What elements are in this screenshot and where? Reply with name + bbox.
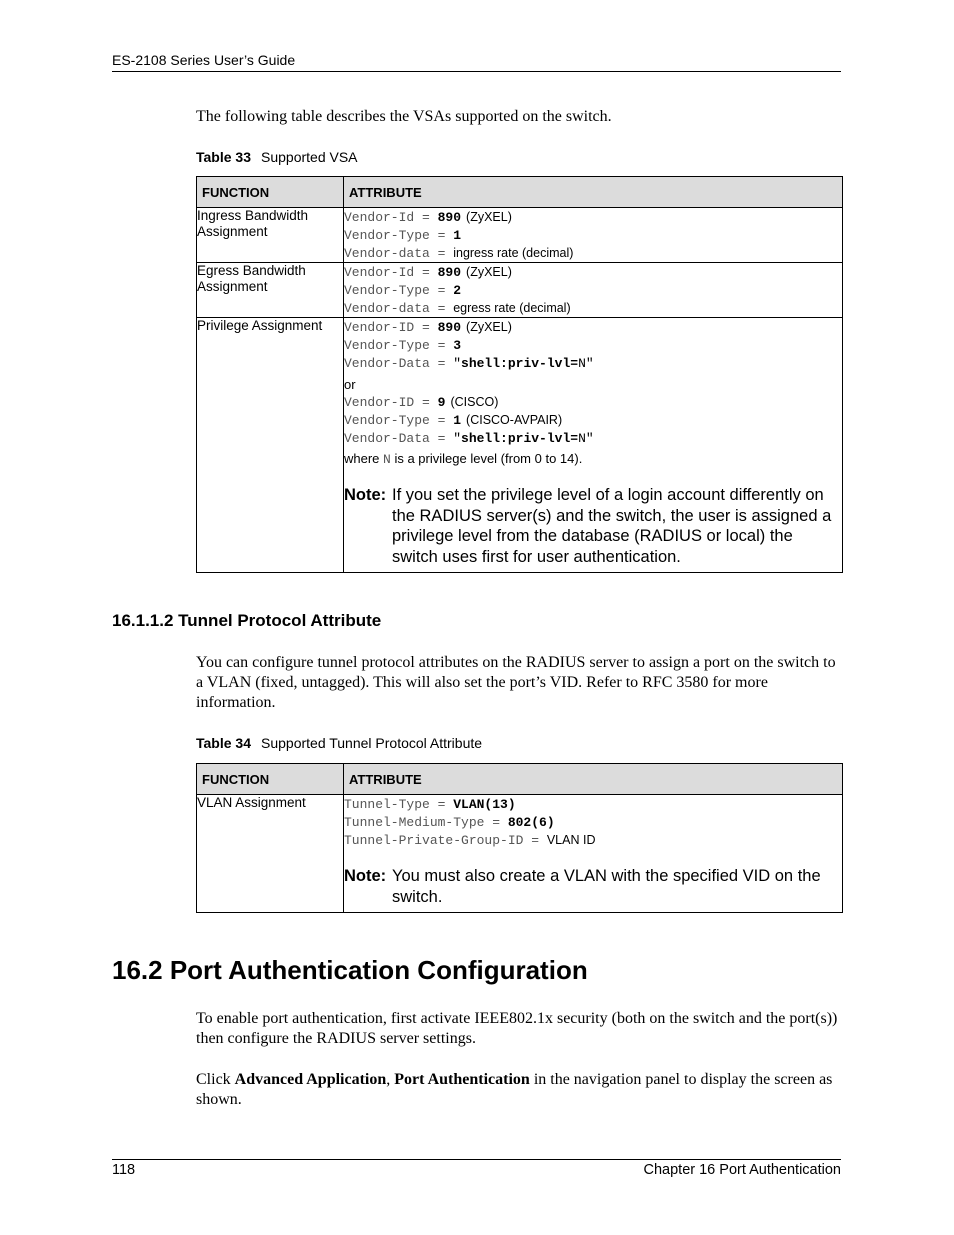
privilege-level-explanation: where N is a privilege level (from 0 to 14).: [344, 451, 583, 467]
note-label: Note:: [344, 486, 387, 504]
caption-number: Table 34: [196, 735, 251, 751]
note-text: You must also create a VLAN with the specified VID on the switch.: [392, 867, 821, 906]
attribute-line: Vendor-Type = 1: [344, 228, 462, 243]
page-number: 118: [112, 1162, 136, 1178]
attribute-line: Vendor-ID = 9 (CISCO): [344, 395, 499, 410]
function-cell: Privilege Assignment: [197, 318, 344, 573]
section-heading-16-1-1-2: 16.1.1.2 Tunnel Protocol Attribute: [112, 611, 382, 630]
caption-title: Supported VSA: [261, 149, 358, 165]
table-row: [197, 318, 843, 573]
table-header-row: [197, 764, 843, 795]
function-cell: Ingress Bandwidth Assignment: [197, 208, 344, 263]
attribute-cell: [344, 318, 843, 573]
attribute-line: Vendor-Data = "shell:priv-lvl=N": [344, 431, 594, 446]
attribute-line: Vendor-Type = 1 (CISCO-AVPAIR): [344, 413, 563, 428]
function-cell: VLAN Assignment: [197, 795, 344, 913]
col-attribute-header: ATTRIBUTE: [344, 177, 843, 208]
tunnel-paragraph: You can configure tunnel protocol attributes on the RADIUS server to assign a port on the switch to a VLAN (fixed, untagged). This will also set the port’s VID. Refer to RFC 3580 for more information.: [196, 654, 836, 711]
table-row: [197, 795, 843, 913]
supported-vsa-table: [196, 176, 843, 573]
attribute-line: Vendor-Type = 2: [344, 283, 462, 298]
tunnel-protocol-table: [196, 763, 843, 913]
navigation-instruction: Click Advanced Application, Port Authentication in the navigation panel to display the screen as shown.: [196, 1071, 833, 1108]
attribute-cell: [344, 208, 843, 263]
table-row: [197, 263, 843, 318]
col-attribute-header: ATTRIBUTE: [344, 764, 843, 795]
attribute-line: Tunnel-Medium-Type = 802(6): [344, 815, 555, 830]
col-function-header: FUNCTION: [197, 177, 344, 208]
intro-paragraph: The following table describes the VSAs supported on the switch.: [196, 108, 612, 125]
or-separator: or: [344, 377, 356, 392]
note-label: Note:: [344, 867, 387, 885]
chapter-footer: Chapter 16 Port Authentication: [643, 1162, 841, 1178]
table-header-row: [197, 177, 843, 208]
attribute-line: Vendor-Type = 3: [344, 338, 462, 353]
port-auth-paragraph: To enable port authentication, first activate IEEE802.1x security (both on the switch and the port(s)) then configure the RADIUS server settings.: [196, 1010, 838, 1047]
table-row: [197, 208, 843, 263]
caption-title: Supported Tunnel Protocol Attribute: [261, 735, 483, 751]
attribute-line: Vendor-Id = 890 (ZyXEL): [344, 210, 512, 225]
table-33-caption: [196, 149, 358, 165]
function-cell: Egress Bandwidth Assignment: [197, 263, 344, 318]
privilege-note: [344, 485, 842, 567]
attribute-line: Vendor-data = ingress rate (decimal): [344, 246, 574, 261]
vlan-note: [344, 866, 842, 907]
attribute-cell: [344, 795, 843, 913]
section-heading-16-2: 16.2 Port Authentication Configuration: [112, 955, 588, 985]
attribute-line: Tunnel-Private-Group-ID = VLAN ID: [344, 833, 596, 848]
attribute-line: Vendor-Id = 890 (ZyXEL): [344, 265, 512, 280]
attribute-cell: [344, 263, 843, 318]
caption-number: Table 33: [196, 149, 251, 165]
attribute-line: Tunnel-Type = VLAN(13): [344, 797, 516, 812]
attribute-line: Vendor-data = egress rate (decimal): [344, 301, 571, 316]
footer-rule: [112, 1159, 841, 1160]
col-function-header: FUNCTION: [197, 764, 344, 795]
header-rule: [112, 71, 841, 72]
table-34-caption: [196, 735, 482, 751]
note-text: If you set the privilege level of a login account differently on the RADIUS server(s) and the switch, the user is assigned a privilege level from the database (RADIUS or local) the switch uses first for user authentication.: [392, 486, 832, 566]
attribute-line: Vendor-ID = 890 (ZyXEL): [344, 320, 512, 335]
advanced-application-term: Advanced Application: [234, 1071, 387, 1088]
attribute-line: Vendor-Data = "shell:priv-lvl=N": [344, 356, 594, 371]
port-authentication-term: Port Authentication: [394, 1071, 530, 1088]
running-header: ES-2108 Series User’s Guide: [112, 52, 296, 68]
